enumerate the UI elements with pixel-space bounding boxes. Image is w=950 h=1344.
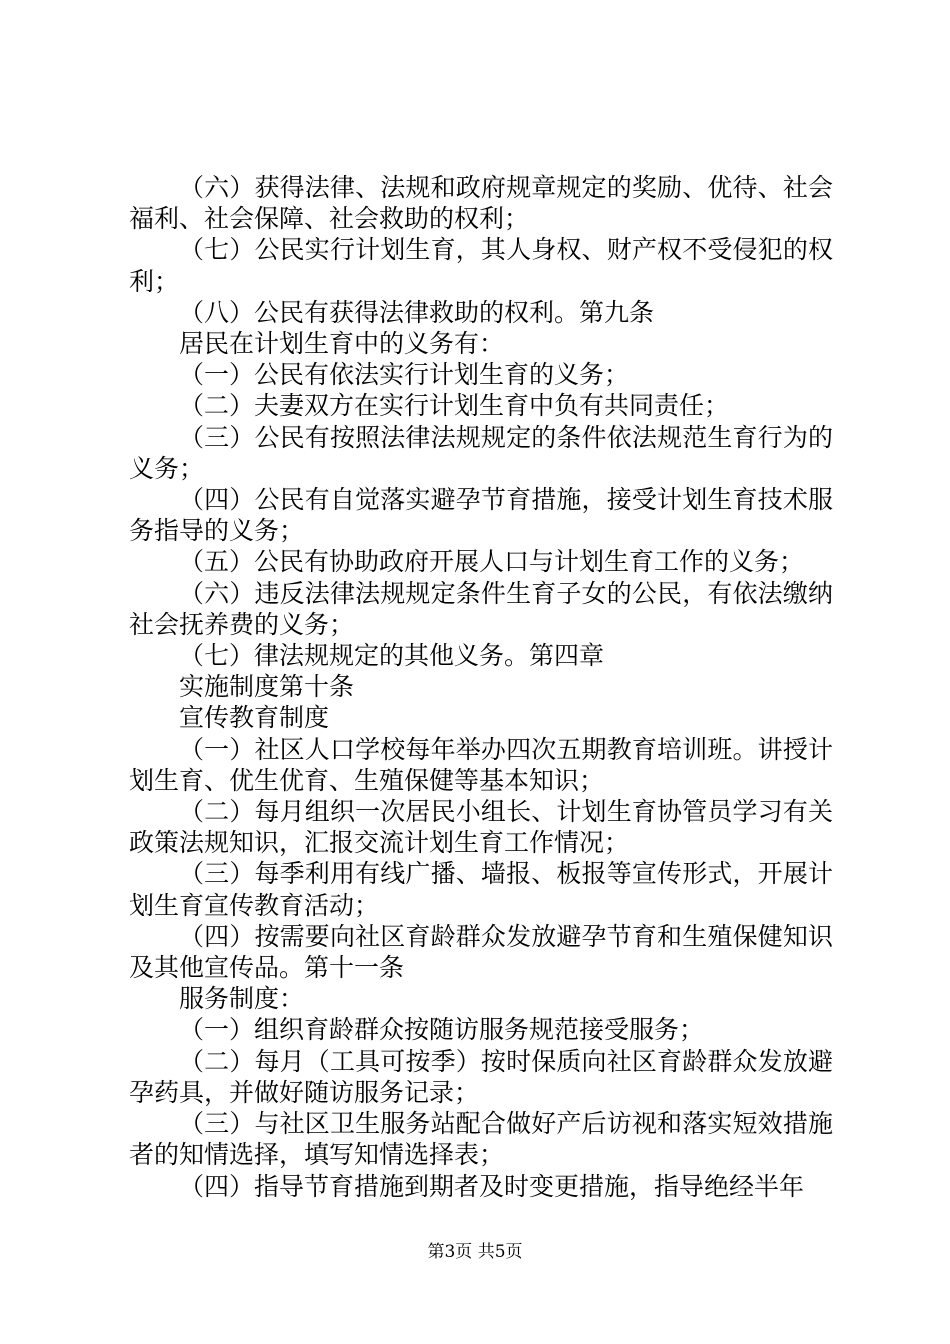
paragraph: （四）公民有自觉落实避孕节育措施，接受计划生育技术服务指导的义务； <box>129 485 833 546</box>
paragraph: 居民在计划生育中的义务有： <box>179 329 505 359</box>
paragraph: （四）按需要向社区育龄群众发放避孕节育和生殖保健知识及其他宣传品。第十一条 <box>129 921 833 983</box>
document-body <box>129 172 833 1202</box>
paragraph: （三）每季利用有线广播、墙报、板报等宣传形式，开展计划生育宣传教育活动； <box>129 859 833 920</box>
paragraph: 宣传教育制度 <box>179 703 330 733</box>
paragraph: 实施制度第十条 <box>179 672 355 702</box>
page-number-footer: 第3页 共5页 <box>427 1242 523 1262</box>
paragraph: 服务制度： <box>179 984 305 1014</box>
paragraph: （八）公民有获得法律救助的权利。第九条 <box>179 297 655 327</box>
paragraph: （三）公民有按照法律法规规定的条件依法规范生育行为的义务； <box>129 422 833 483</box>
paragraph: （一）组织育龄群众按随访服务规范接受服务； <box>179 1015 705 1045</box>
paragraph: （六）获得法律、法规和政府规章规定的奖励、优待、社会福利、社会保障、社会救助的权利； <box>129 173 833 234</box>
paragraph: （五）公民有协助政府开展人口与计划生育工作的义务； <box>179 547 805 577</box>
paragraph: （六）违反法律法规规定条件生育子女的公民，有依法缴纳社会抚养费的义务； <box>129 578 833 639</box>
paragraph: （二）每月组织一次居民小组长、计划生育协管员学习有关政策法规知识，汇报交流计划生育工作情况； <box>129 797 833 858</box>
paragraph: （二）夫妻双方在实行计划生育中负有共同责任； <box>179 391 730 421</box>
paragraph: （二）每月（工具可按季）按时保质向社区育龄群众发放避孕药具，并做好随访服务记录； <box>129 1046 833 1107</box>
paragraph: （三）与社区卫生服务站配合做好产后访视和落实短效措施者的知情选择，填写知情选择表； <box>129 1109 833 1170</box>
paragraph: （一）公民有依法实行计划生育的义务； <box>179 360 630 390</box>
paragraph: （四）指导节育措施到期者及时变更措施，指导绝经半年 <box>179 1171 805 1201</box>
paragraph: （一）社区人口学校每年举办四次五期教育培训班。讲授计划生育、优生优育、生殖保健等基本知识； <box>129 734 833 795</box>
paragraph: （七）律法规规定的其他义务。第四章 <box>179 641 605 671</box>
paragraph: （七）公民实行计划生育，其人身权、财产权不受侵犯的权利； <box>129 235 833 296</box>
